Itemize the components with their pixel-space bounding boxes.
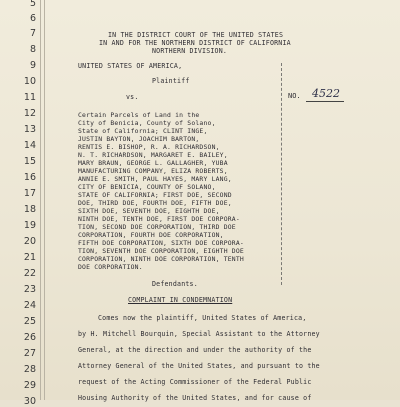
defendant-line: CITY OF BENICIA, COUNTY OF SOLANO, [78,183,216,191]
line-number: 11 [23,92,36,103]
body-line: by H. Mitchell Bourquin, Special Assistant to the Attorney [78,330,320,338]
defendant-line: Certain Parcels of Land in the [78,111,200,119]
case-number-label: NO. [288,92,301,100]
line-number: 14 [23,140,36,151]
body-line: Housing Authority of the United States, and for cause of [78,394,312,402]
line-number: 12 [23,108,36,119]
left-margin-rule-inner [44,0,45,400]
defendant-line: City of Benicia, County of Solano, [78,119,216,127]
defendant-line: JUSTIN BAYTON, JOACHIM BARTON, [78,135,200,143]
defendant-line: RENTIS E. BISHOP, R. A. RICHARDSON, [78,143,220,151]
defendant-line: SIXTH DOE, SEVENTH DOE, EIGHTH DOE, [78,207,220,215]
plaintiff-role: Plaintiff [152,77,190,85]
body-line: request of the Acting Commissioner of the Federal Public [78,378,312,386]
line-number: 20 [23,236,36,247]
defendant-line: N. T. RICHARDSON, MARGARET E. BAILEY, [78,151,228,159]
line-number: 18 [23,204,36,215]
defendant-line: DOE, THIRD DOE, FOURTH DOE, FIFTH DOE, [78,199,232,207]
defendant-line: State of California; CLINT INGE, [78,127,208,135]
defendant-line: FIFTH DOE CORPORATION, SIXTH DOE CORPORA- [78,239,244,247]
line-number: 30 [23,396,36,407]
defendant-line: DOE CORPORATION. [78,263,143,271]
defendant-line: ANNIE E. SMITH, PAUL HAYES, MARY LANG, [78,175,232,183]
case-number-underline [306,101,344,102]
line-number: 25 [23,316,36,327]
body-line: Attorney General of the United States, and pursuant to the [78,362,320,370]
left-margin-rule [40,0,41,400]
body-line: Comes now the plaintiff, United States of America, [98,314,307,322]
defendant-line: NINTH DOE, TENTH DOE, FIRST DOE CORPORA- [78,215,240,223]
line-number: 28 [23,364,36,375]
line-number: 16 [23,172,36,183]
caption-bracket [277,63,282,285]
complaint-heading: COMPLAINT IN CONDEMNATION [128,296,233,304]
defendant-line: CORPORATION, NINTH DOE CORPORATION, TENTH [78,255,244,263]
defendant-role: Defendants. [152,280,198,288]
line-number: 19 [23,220,36,231]
line-number: 15 [23,156,36,167]
line-number: 5 [29,0,36,9]
line-number: 29 [23,380,36,391]
court-heading-line-3: NORTHERN DIVISION. [152,47,228,55]
line-number: 26 [23,332,36,343]
defendant-line: TION, SEVENTH DOE CORPORATION, EIGHTH DOE [78,247,244,255]
line-number: 21 [23,252,36,263]
line-number: 9 [29,60,36,71]
line-number: 24 [23,300,36,311]
court-heading-line-1: IN THE DISTRICT COURT OF THE UNITED STATES [108,31,284,39]
line-number: 13 [23,124,36,135]
line-number: 6 [29,13,36,24]
body-line: General, at the direction and under the authority of the [78,346,312,354]
defendant-line: MARY BRAUN, GEORGE L. GALLAGHER, YUBA [78,159,228,167]
versus-label: vs. [126,93,139,101]
defendant-line: STATE OF CALIFORNIA; FIRST DOE, SECOND [78,191,232,199]
line-number: 23 [23,284,36,295]
defendant-line: CORPORATION, FOURTH DOE CORPORATION, [78,231,224,239]
line-number: 7 [29,28,36,39]
case-number-handwritten: 4522 [312,87,340,100]
line-number: 17 [23,188,36,199]
line-number: 8 [29,44,36,55]
line-number: 27 [23,348,36,359]
plaintiff-name: UNITED STATES OF AMERICA, [78,62,183,70]
defendant-line: TION, SECOND DOE CORPORATION, THIRD DOE [78,223,236,231]
line-number: 22 [23,268,36,279]
line-number: 10 [23,76,36,87]
court-heading-line-2: IN AND FOR THE NORTHERN DISTRICT OF CALIFORNIA [99,39,291,47]
defendant-line: MANUFACTURING COMPANY, ELIZA ROBERTS, [78,167,228,175]
